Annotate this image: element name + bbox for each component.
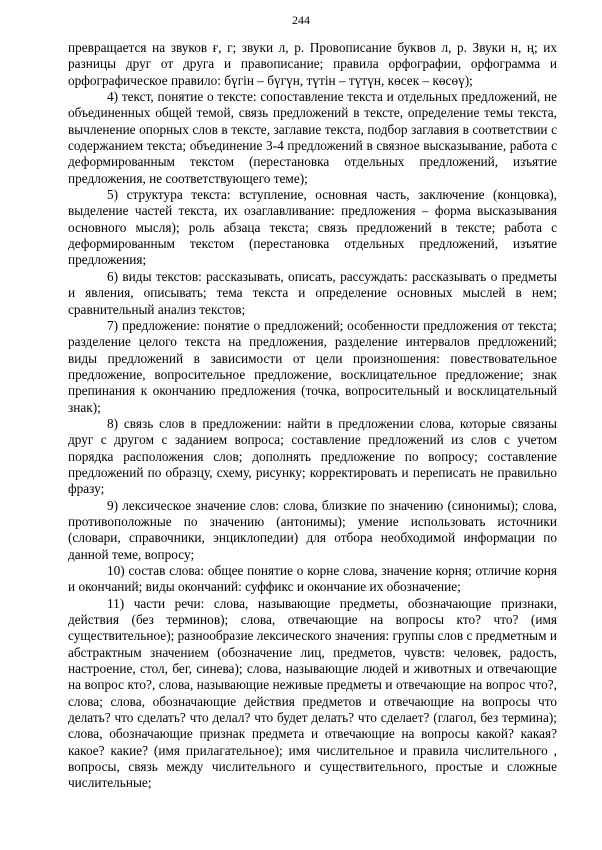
paragraph-word-links: 8) связь слов в предложении: найти в предложении слова, которые связаны друг с другом с заданием вопроса; составление предложений из слов с учетом порядка расположения слов; дополнять предложение по вопросу; составление предложений по образцу, схему, рисунку; корректировать и переписать не правильно фразу; bbox=[68, 415, 557, 497]
paragraph-text-structure: 5) структура текста: вступление, основная часть, заключение (концовка), выделение частей текста, их озаглавливание: предложения – форма высказывания основного мысля); роль абзаца текста; связь предложений в тексте; работа с деформированным текстом (перестановка отдельных предложений, изъятие предложения; bbox=[68, 187, 557, 268]
paragraph-lexical-meaning: 9) лексическое значение слов: слова, близкие по значению (синонимы); слова, противоположные по значению (антонимы); умение использовать источники (словари, справочники, энциклопедии) для отбора необходимой информации по данной теме, вопросу; bbox=[68, 497, 557, 562]
paragraph-word-composition: 10) состав слова: общее понятие о корне слова, значение корня; отличие корня и окончаний; виды окончаний: суффикс и окончание их обозначение; bbox=[68, 563, 557, 595]
page-number: 244 bbox=[292, 13, 310, 27]
paragraph-text-concept: 4) текст, понятие о тексте: сопоставление текста и отдельных предложений, не объединенных общей темой, связь предложений в тексте, определение темы текста, вычленение опорных слов в тексте, заглавие текста, подбор заглавия в соответствии с содержанием текста; объединение 3-4 предложений в связное высказывание, работа с деформированным текстом (перестановка отдельных предложений, изъятие предложения, не соответствующего теме); bbox=[68, 89, 557, 186]
paragraph-sentence: 7) предложение: понятие о предложений; особенности предложения от текста; разделение целого текста на предложения, разделение интервалов предложений; виды предложений в зависимости от цели произношения: повествовательное предложение, вопросительное предложение, восклицательное предложение; знак препинания к окончанию предложения (точка, вопросительный и восклицательный знак); bbox=[68, 317, 557, 415]
paragraph-text-types: 6) виды текстов: рассказывать, описать, рассуждать: рассказывать о предметы и явления, описывать; тема текста и определение основных мыслей в нем; сравнительный анализ текстов; bbox=[68, 268, 557, 317]
paragraph-parts-of-speech: 11) части речи: слова, называющие предметы, обозначающие признаки, действия (без терминов); слова, отвечающие на вопросы кто? что? (имя существительное); разнообразие лексического значения: группы слов с предметным и абстрактным значением (обозначение лиц, предметов, чувств: человек, радость, настроение, стол, бег, синева); слова, называющие людей и животных и отвечающие на вопрос кто?, слова, называющие неживые предметы и отвечающие на вопрос что?, слова; слова, обозначающие действия предметов и отвечающие на вопросы что делать? что сделать? что делал? что будет делать? что сделает? (глагол, без термина); слова, обозначающие признак предмета и отвечающие на вопросы какой? какая? какое? какие? (имя прилагательное); имя числительное и правила числительного , вопросы, связь между числительного и существительного, простые и сложные числительные; bbox=[68, 595, 557, 791]
document-body bbox=[68, 40, 557, 792]
paragraph-sound-rules: превращается на звуков ғ, г; звуки л, р. Провописание буквов л, р. Звуки н, ң; их разницы друг от друга и правописание; правила орфографии, орфограмма и орфографическое правило: бүгін – бүгүн, түтін – түтүн, көсек – көсөү); bbox=[68, 40, 557, 88]
